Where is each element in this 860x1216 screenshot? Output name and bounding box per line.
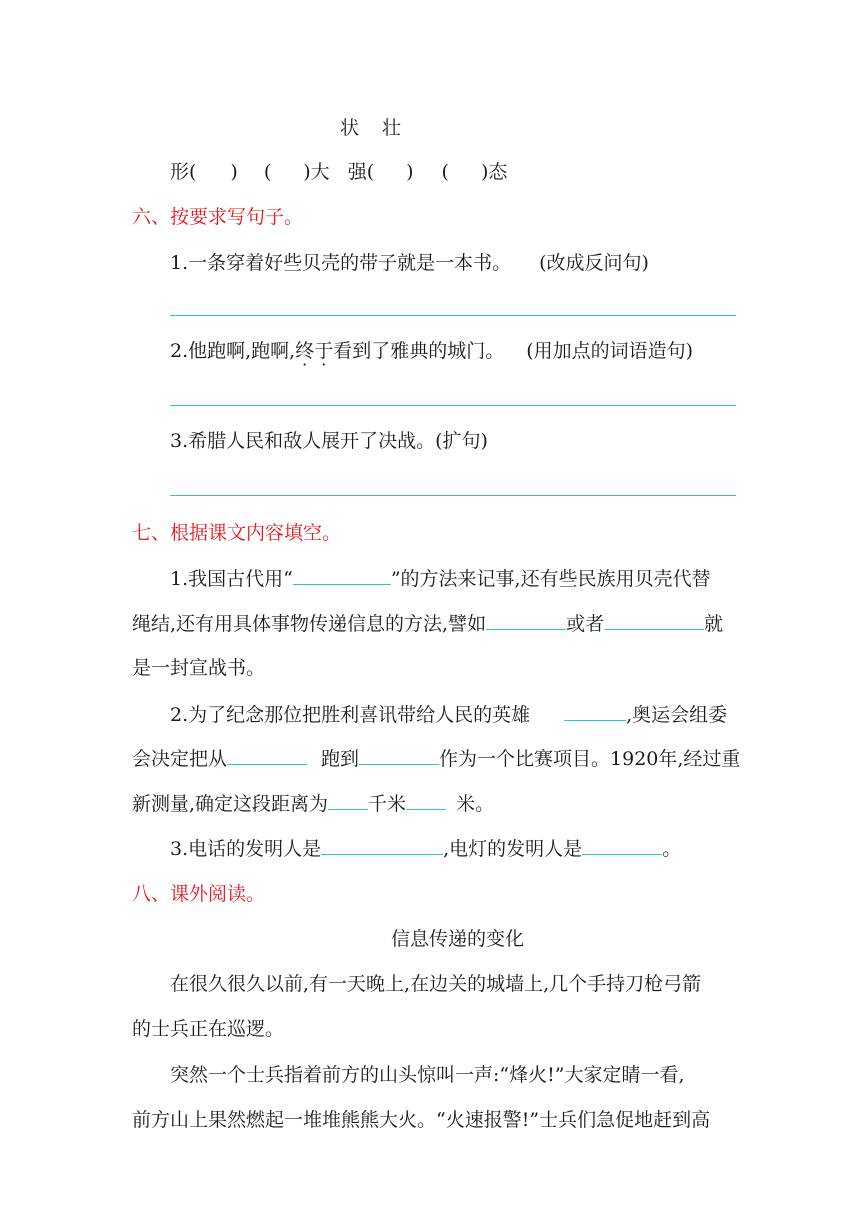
question-7-1-line-1 — [170, 566, 711, 591]
fill-da: )大 — [303, 161, 330, 183]
fill-close-3: ) — [406, 161, 414, 183]
blank-7-3-1[interactable] — [321, 836, 443, 855]
fill-in-row — [170, 160, 507, 184]
fill-open-4: ( — [441, 161, 449, 183]
dotted-char-zhong: 终 — [295, 340, 315, 362]
q7-2-b: ,奥运会组委 — [626, 704, 728, 726]
word-pair-chars: 状 壮 — [340, 117, 404, 139]
section-heading-6: 六、按要求写句子。 — [132, 206, 304, 228]
fill-tai: )态 — [480, 161, 508, 183]
q7-1-b: ”的方法来记事,还有些民族用贝壳代替 — [390, 568, 711, 590]
q7-2-h: 米。 — [456, 793, 495, 815]
question-6-1 — [170, 251, 649, 275]
dotted-char-yu: 于 — [314, 340, 334, 362]
q7-3-b: ,电灯的发明人是 — [443, 838, 583, 860]
reading-title: 信息传递的变化 — [391, 928, 525, 950]
question-6-3: 3.希腊人民和敌人展开了决战。(扩句) — [170, 430, 488, 452]
question-7-2-line-3 — [132, 791, 494, 816]
q7-2-f: 新测量,确定这段距离为 — [132, 793, 329, 815]
reading-paragraph-1-line-1: 在很久很久以前,有一天晚上,在边关的城墙上,几个手持刀枪弓箭 — [170, 973, 702, 995]
fill-close-1: ) — [230, 161, 238, 183]
blank-7-3-2[interactable] — [582, 836, 662, 855]
section-heading-8: 八、课外阅读。 — [132, 883, 266, 905]
q7-1-f: 是一封宣战书。 — [132, 657, 266, 679]
blank-7-2-1[interactable] — [564, 702, 626, 721]
question-6-1-note: (改成反问句) — [539, 252, 649, 274]
question-7-2-line-1 — [170, 702, 727, 727]
reading-paragraph-1-line-2: 的士兵正在巡逻。 — [132, 1018, 285, 1040]
blank-7-2-2[interactable] — [227, 746, 307, 765]
question-7-1-line-2 — [132, 611, 723, 636]
fill-xing: 形( — [170, 161, 197, 183]
question-7-2-line-2 — [132, 746, 740, 771]
answer-line-6-2[interactable] — [170, 405, 736, 406]
question-7-3 — [170, 836, 681, 861]
question-6-2 — [170, 339, 693, 363]
q7-2-a: 2.为了纪念那位把胜利喜讯带给人民的英雄 — [170, 704, 531, 726]
blank-7-1-3[interactable] — [604, 611, 704, 630]
reading-paragraph-2-line-1: 突然一个士兵指着前方的山头惊叫一声:“烽火!”大家定睛一看, — [170, 1064, 685, 1086]
fill-qiang: 强( — [347, 161, 375, 183]
question-6-2-note: (用加点的词语造句) — [526, 340, 694, 362]
question-6-2-pre: 2.他跑啊,跑啊, — [170, 340, 296, 362]
q7-3-a: 3.电话的发明人是 — [170, 838, 322, 860]
reading-paragraph-2-line-2: 前方山上果然燃起一堆堆熊熊大火。“火速报警!”士兵们急促地赶到高 — [132, 1109, 711, 1131]
section-heading-7: 七、根据课文内容填空。 — [132, 522, 342, 544]
q7-3-c: 。 — [662, 838, 682, 860]
q7-2-d: 跑到 — [321, 748, 360, 770]
fill-open-2: ( — [263, 161, 272, 183]
answer-line-6-3[interactable] — [170, 495, 736, 496]
q7-1-c: 绳结,还有用具体事物传递信息的方法,譬如 — [132, 613, 487, 635]
blank-7-2-3[interactable] — [359, 746, 439, 765]
q7-1-e: 就 — [704, 613, 724, 635]
blank-7-1-2[interactable] — [486, 611, 566, 630]
answer-line-6-1[interactable] — [170, 315, 736, 316]
question-6-2-post: 看到了雅典的城门。 — [333, 340, 505, 362]
q7-1-d: 或者 — [566, 613, 605, 635]
q7-2-c: 会决定把从 — [132, 748, 228, 770]
blank-7-2-5[interactable] — [406, 791, 446, 810]
blank-7-2-4[interactable] — [328, 791, 368, 810]
q7-1-a: 1.我国古代用“ — [170, 568, 293, 590]
blank-7-1-1[interactable] — [293, 566, 391, 585]
q7-2-e: 作为一个比赛项目。1920年,经过重 — [439, 748, 741, 770]
question-6-1-text: 1.一条穿着好些贝壳的带子就是一本书。 — [170, 252, 512, 274]
q7-2-g: 千米 — [368, 793, 407, 815]
